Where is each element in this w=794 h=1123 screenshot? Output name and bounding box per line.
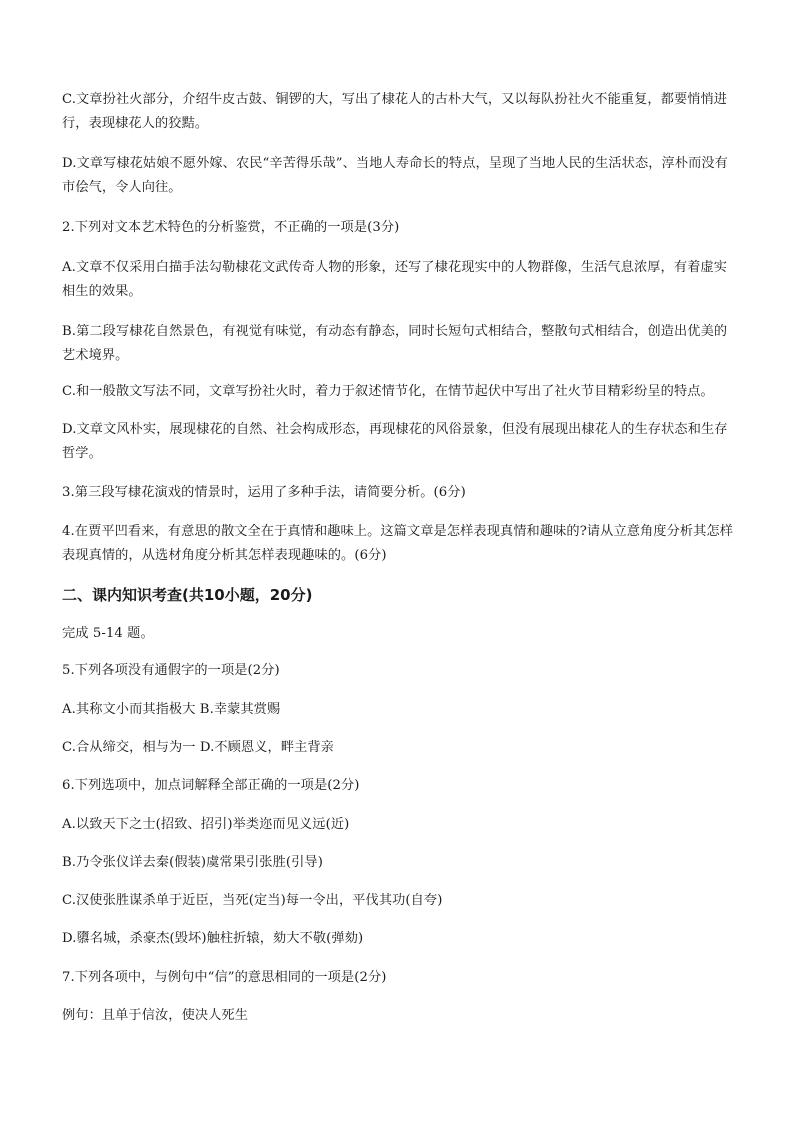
section-2-heading: 二、课内知识考查(共10小题，20分) <box>62 586 313 604</box>
section-2-intro: 完成 5-14 题。 <box>62 626 154 641</box>
q6-option-d: D.隳名城，杀豪杰(毁坏)触柱折辕，劾大不敬(弹劾) <box>62 931 364 946</box>
q2-stem: 2.下列对文本艺术特色的分析鉴赏，不正确的一项是(3分) <box>62 220 400 235</box>
q6-option-a: A.以致天下之士(招致、招引)举类迩而见义远(近) <box>62 817 350 832</box>
q7-example: 例句：且单于信汝，使决人死生 <box>62 1008 249 1023</box>
q1-option-c: C.文章扮社火部分，介绍牛皮古鼓、铜锣的大，写出了棣花人的古朴大气，又以每队扮社火不能重复，都要悄悄进行，表现棣花人的狡黠。 <box>62 92 728 131</box>
q2-option-d: D.文章文风朴实，展现棣花的自然、社会构成形态，再现棣花的风俗景象，但没有展现出棣花人的生存状态和生存哲学。 <box>62 422 728 461</box>
q7-stem: 7.下列各项中，与例句中“信”的意思相同的一项是(2分) <box>62 970 387 985</box>
q5-options-cd: C.合从缔交，相与为一 D.不顾恩义，畔主背亲 <box>62 740 334 755</box>
q2-option-a: A.文章不仅采用白描手法勾勒棣花文武传奇人物的形象，还写了棣花现实中的人物群像，生活气息浓厚，有着虚实相生的效果。 <box>62 260 727 299</box>
q6-option-c: C.汉使张胜谋杀单于近臣，当死(定当)每一令出，平伐其功(自夸) <box>62 893 443 908</box>
q4-stem: 4.在贾平凹看来，有意思的散文全在于真情和趣味上。这篇文章是怎样表现真情和趣味的?请从立意角度分析其怎样表现真情的，从选材角度分析其怎样表现趣味的。(6分) <box>62 524 734 563</box>
q2-option-b: B.第二段写棣花自然景色，有视觉有味觉，有动态有静态，同时长短句式相结合，整散句式相结合，创造出优美的艺术境界。 <box>62 324 728 363</box>
q5-options-ab: A.其称文小而其指极大 B.幸蒙其赏赐 <box>62 702 281 717</box>
q5-stem: 5.下列各项没有通假字的一项是(2分) <box>62 663 280 678</box>
q2-option-c: C.和一般散文写法不同，文章写扮社火时，着力于叙述情节化，在情节起伏中写出了社火节目精彩纷呈的特点。 <box>62 384 714 399</box>
q1-option-d: D.文章写棣花姑娘不愿外嫁、农民“辛苦得乐哉”、当地人寿命长的特点，呈现了当地人民的生活状态，淳朴而没有市侩气，令人向往。 <box>62 156 728 195</box>
q3-stem: 3.第三段写棣花演戏的情景时，运用了多种手法，请简要分析。(6分) <box>62 485 466 500</box>
q6-option-b: B.乃令张仪详去秦(假装)虞常果引张胜(引导) <box>62 855 323 870</box>
q6-stem: 6.下列选项中，加点词解释全部正确的一项是(2分) <box>62 778 360 793</box>
